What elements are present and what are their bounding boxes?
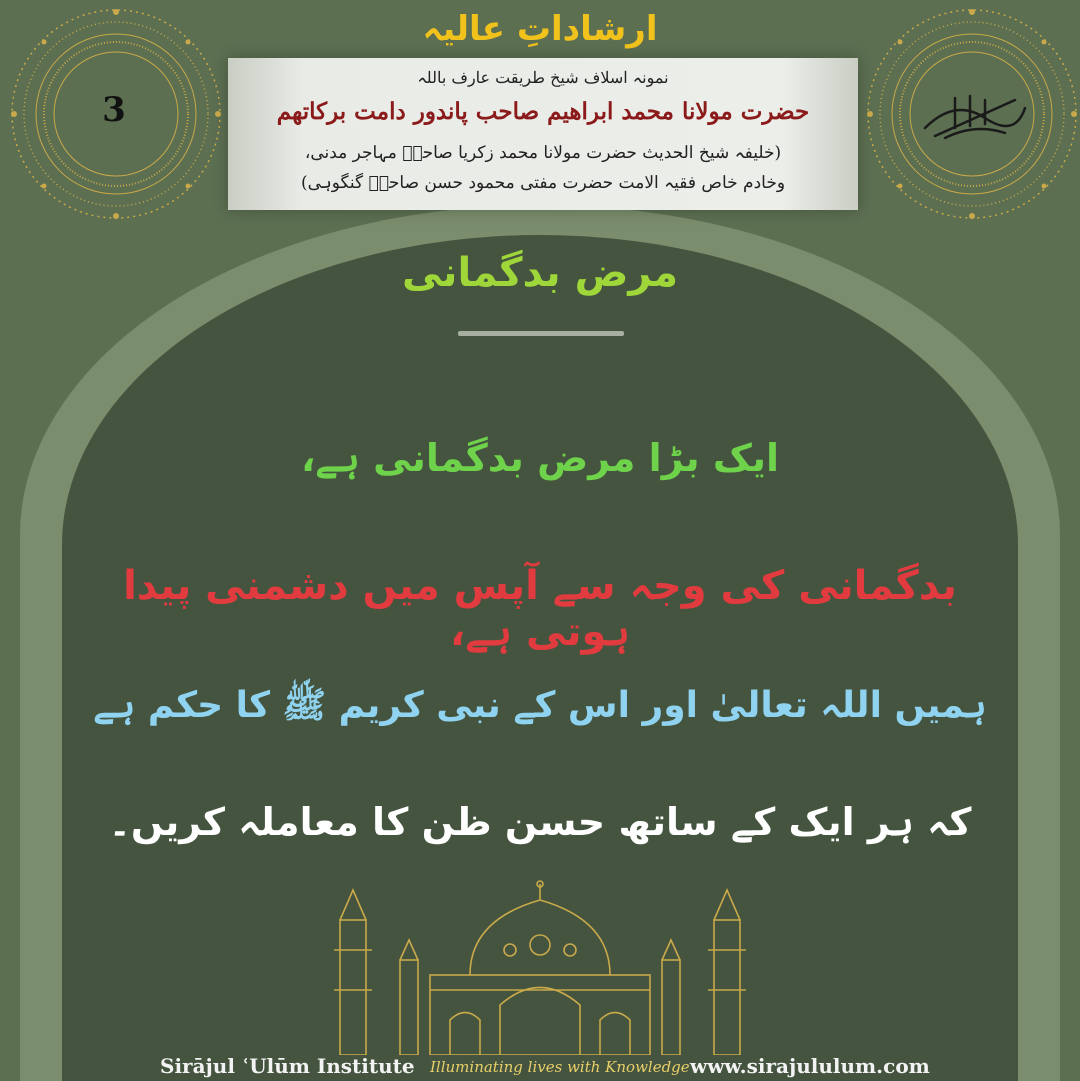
header-title: ارشاداتِ عالیہ <box>422 9 658 49</box>
title-divider <box>458 331 624 336</box>
mosque-illustration-icon <box>320 880 760 1055</box>
body-line-1: ایک بڑا مرض بدگمانی ہے، <box>300 436 780 480</box>
body-line-3: ہمیں اللہ تعالیٰ اور اس کے نبی کریم ﷺ کا حکم ہے <box>93 685 987 726</box>
info-box <box>228 58 858 210</box>
bismillah-calligraphy-icon <box>915 78 1035 148</box>
info-line-3: (خلیفہ شیخ الحدیث حضرت مولانا محمد زکریا صاحبؒ مہاجر مدنی، <box>304 143 782 163</box>
footer-tagline: Illuminating lives with Knowledge <box>430 1058 690 1076</box>
info-line-1: نمونہ اسلاف شیخ طریقت عارف باللہ <box>417 68 669 87</box>
footer <box>0 1048 1080 1081</box>
footer-website[interactable]: www.sirajululum.com <box>690 1054 930 1078</box>
info-line-name: حضرت مولانا محمد ابراھیم صاحب پاندور دامت برکاتھم <box>276 98 810 125</box>
body-line-2: بدگمانی کی وجہ سے آپس میں دشمنی پیدا ہوتی ہے، <box>123 563 957 655</box>
page-number: 3 <box>102 90 126 130</box>
info-line-4: وخادم خاص فقیہ الامت حضرت مفتی محمود حسن صاحبؒ گنگوہی) <box>300 173 786 193</box>
body-line-4: کہ ہر ایک کے ساتھ حسن ظن کا معاملہ کریں۔ <box>108 800 972 844</box>
section-title: مرض بدگمانی <box>401 250 679 296</box>
footer-institute: Sirājul ʿUlūm Institute <box>160 1054 415 1078</box>
